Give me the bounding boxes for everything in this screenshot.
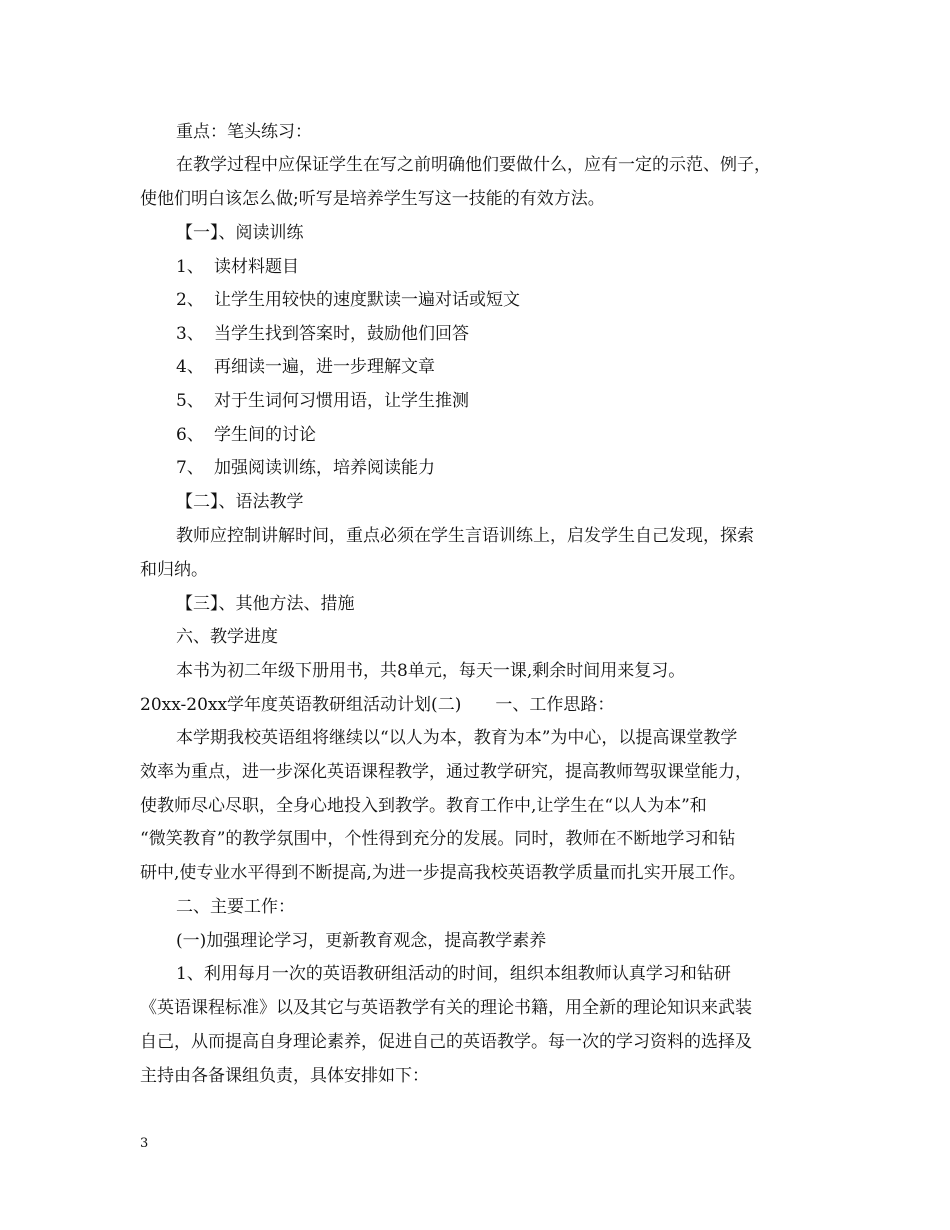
list-item: 3、 当学生找到答案时，鼓励他们回答 — [176, 324, 469, 344]
text-line: 使教师尽心尽职，全身心地投入到教学。教育工作中,让学生在“以人为本”和 — [140, 796, 707, 816]
text-line: 和归纳。 — [140, 560, 208, 580]
list-item: 1、 读材料题目 — [176, 257, 299, 277]
text-line: 主持由各备课组负责，具体安排如下： — [140, 1066, 429, 1086]
list-item: 7、 加强阅读训练，培养阅读能力 — [176, 458, 435, 478]
list-item: 4、 再细读一遍，进一步理解文章 — [176, 357, 435, 377]
section-heading: 【三】、其他方法、措施 — [176, 594, 355, 614]
text-line: 1、利用每月一次的英语教研组活动的时间，组织本组教师认真学习和钻研 — [176, 964, 731, 984]
text-line: 本书为初二年级下册用书，共8单元，每天一课,剩余时间用来复习。 — [176, 661, 686, 681]
text-line: 本学期我校英语组将继续以“以人为本，教育为本”为中心，以提高课堂教学 — [176, 728, 738, 748]
list-item: 2、 让学生用较快的速度默读一遍对话或短文 — [176, 290, 520, 310]
text-line: 重点：笔头练习： — [176, 122, 312, 142]
text-line: 教师应控制讲解时间，重点必须在学生言语训练上，启发学生自己发现，探索 — [176, 526, 754, 546]
subsection-heading: (一)加强理论学习，更新教育观念，提高教学素养 — [176, 931, 547, 951]
list-item: 6、 学生间的讨论 — [176, 425, 316, 445]
section-heading: 六、教学进度 — [176, 627, 278, 647]
text-line: 研中,使专业水平得到不断提高,为进一步提高我校英语教学质量而扎实开展工作。 — [140, 863, 746, 883]
text-line: 《英语课程标准》以及其它与英语教学有关的理论书籍，用全新的理论知识来武装 — [140, 998, 752, 1018]
document-title-line: 20xx-20xx学年度英语教研组活动计划(二) 一、工作思路： — [140, 695, 615, 715]
section-heading: 【二】、语法教学 — [176, 492, 304, 512]
text-line: 使他们明白该怎么做;听写是培养学生写这一技能的有效方法。 — [140, 189, 605, 209]
section-heading: 【一】、阅读训练 — [176, 223, 304, 243]
text-line: 自己，从而提高自身理论素养，促进自己的英语教学。每一次的学习资料的选择及 — [140, 1032, 752, 1052]
list-item: 5、 对于生词何习惯用语，让学生推测 — [176, 391, 469, 411]
section-heading: 二、主要工作： — [176, 897, 295, 917]
text-line: 效率为重点，进一步深化英语课程教学，通过教学研究，提高教师驾驭课堂能力， — [140, 762, 752, 782]
text-line: “微笑教育”的教学氛围中，个性得到充分的发展。同时，教师在不断地学习和钻 — [140, 829, 736, 849]
text-line: 在教学过程中应保证学生在写之前明确他们要做什么，应有一定的示范、例子， — [176, 155, 771, 175]
page-number: 3 — [140, 1136, 149, 1151]
